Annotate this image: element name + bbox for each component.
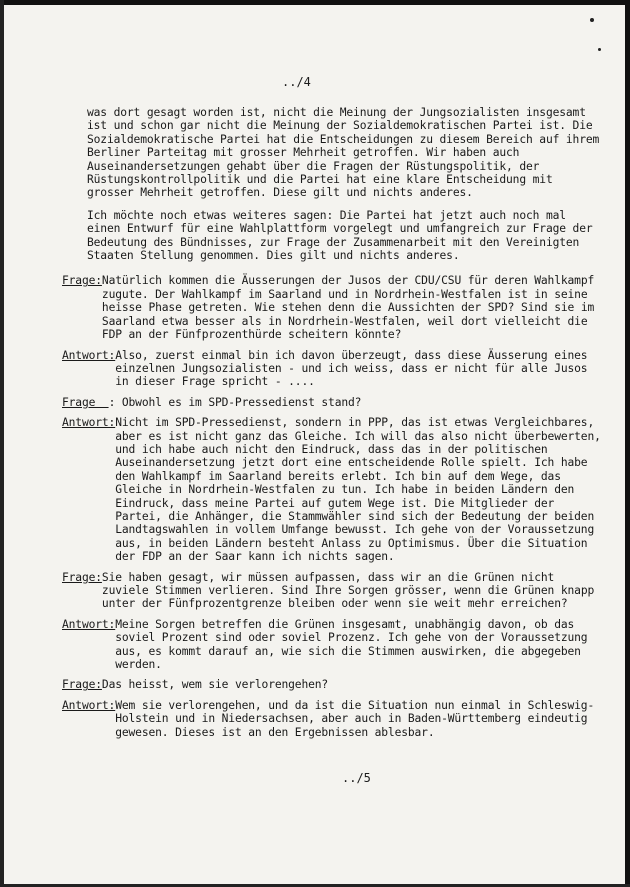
interview-text [62, 106, 602, 746]
speaker-label-antwort: Antwort: [62, 698, 116, 712]
scan-border-top [0, 0, 630, 5]
continuation-paragraph: Ich möchte noch etwas weiteres sagen: Die Partei hat jetzt auch noch mal einen Entwurf für eine Wahlplattform vorgelegt und umfangreich zur Frage der Bedeutung des Bündnisses, zur Frage der Zusammenarbeit mit den Vereinigten Staaten Stellung genommen. Dies gilt und nichts anderes. [87, 208, 593, 263]
answer-block [62, 618, 602, 672]
next-page-marker: ../5 [342, 771, 371, 785]
question-text: Natürlich kommen die Äusserungen der Jusos der CDU/CSU für deren Wahlkampf zugute. Der Wahlkampf im Saarland und in Nordrhein-Westfalen ist in seine heisse Phase getreten. Wie stehen denn die Aussichten der SPD? Sind sie im Saarland etwa besser als in Nordrhein-Westfalen, weil dort vielleicht die FDP an der Fünfprozenthürde scheitern könnte? [101, 274, 595, 342]
answer-text: Nicht im SPD-Pressedienst, sondern in PPP, das ist etwas Vergleichbares, aber es ist nicht ganz das Gleiche. Ich will das also nicht überbewerten, und ich habe auch nicht den Eindruck, dass das in der politischen Auseinandersetzung jetzt dort eine entscheidende Rolle spielt. Ich habe den Wahlkampf im Saarland bereits erlebt. Ich bin auf dem Wege, das Gleiche in Nordrhein-Westfalen zu tun. Ich habe in beiden Ländern den Eindruck, dass meine Partei auf gutem Wege ist. Die Mitglieder der Partei, die Anhänger, die Stammwähler sind sich der Bedeutung der beiden Landtagswahlen in vollem Umfange bewusst. Ich gehe von der Voraussetzung aus, in beiden Ländern besteht Anlass zu Optimismus. Über die Situation der FDP an der Saar kann ich nichts sagen. [115, 416, 601, 564]
answer-block [62, 416, 602, 563]
answer-block [62, 699, 602, 739]
answer-text: Also, zuerst einmal bin ich davon überzeugt, dass diese Äusserung eines einzelnen Jungsozialisten - und ich weiss, dass er nicht für alle Jusos in dieser Frage spricht - .... [115, 348, 588, 389]
question-block [62, 274, 602, 341]
speaker-label-antwort: Antwort: [62, 617, 116, 631]
question-block [62, 678, 602, 691]
continuation-paragraph: was dort gesagt worden ist, nicht die Meinung der Jungsozialisten insgesamt ist und schon gar nicht die Meinung der Sozialdemokratischen Partei ist. Die Sozialdemokratische Partei hat die Entscheidungen zu diesem Bereich auf ihrem Berliner Parteitag mit grosser Mehrheit getroffen. Wir haben auch Auseinandersetzungen gehabt über die Fragen der Rüstungspolitik, der Rüstungskontrollpolitik und die Partei hat eine klare Entscheidung mit grosser Mehrheit getroffen. Diese gilt und nichts anderes. [87, 106, 600, 200]
scan-border-left [0, 0, 4, 887]
question-text: : Obwohl es im SPD-Pressedienst stand? [108, 395, 362, 409]
speaker-label-frage: Frage: [62, 570, 102, 584]
scan-speck [598, 48, 601, 51]
question-text: Das heisst, wem sie verlorengehen? [101, 678, 329, 692]
answer-text: Meine Sorgen betreffen die Grünen insgesamt, unabhängig davon, ob das soviel Prozent sind oder soviel Prozenz. Ich gehe von der Voraussetzung aus, es kommt darauf an, wie sich die Stimmen auswirken, die abgegeben werden. [115, 617, 588, 672]
speaker-label-frage: Frage: [62, 678, 102, 692]
question-block [62, 571, 602, 611]
scan-speck [590, 18, 594, 22]
speaker-label-antwort: Antwort: [62, 416, 116, 430]
speaker-label-antwort: Antwort: [62, 348, 116, 362]
scan-border-right [625, 0, 630, 887]
page-number: ../4 [282, 75, 311, 89]
speaker-label-frage: Frage [62, 395, 109, 409]
question-block [62, 396, 602, 409]
question-text: Sie haben gesagt, wir müssen aufpassen, dass wir an die Grünen nicht zuviele Stimmen verlieren. Sind Ihre Sorgen grösser, wenn die Grünen knapp unter der Fünfprozentgrenze bleiben oder wenn sie weit mehr erreichen? [101, 570, 595, 611]
speaker-label-frage: Frage: [62, 274, 102, 288]
answer-text: Wem sie verlorengehen, und da ist die Situation nun einmal in Schleswig-Holstein und in Niedersachsen, aber auch in Baden-Württemberg eindeutig gewesen. Dieses ist an den Ergebnissen ablesbar. [115, 698, 595, 739]
answer-block [62, 349, 602, 389]
